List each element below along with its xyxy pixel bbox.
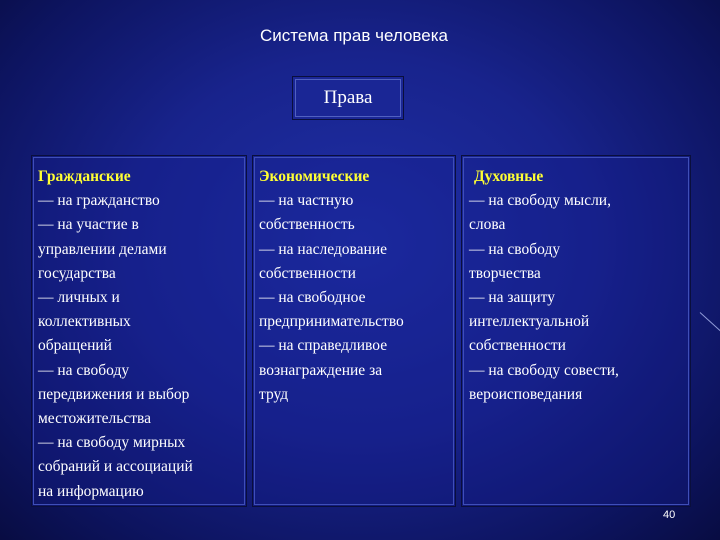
column-economic: [252, 155, 456, 507]
column-line: — на свободное: [259, 289, 366, 307]
column-line: — на справедливое: [259, 337, 388, 355]
column-line: предпринимательство: [259, 313, 404, 331]
decorative-line: [700, 312, 720, 333]
column-line: — личных и: [38, 289, 120, 307]
rights-box-label: Права: [323, 87, 373, 108]
column-line: — на частную: [259, 192, 354, 210]
column-heading-civil: Гражданские: [38, 168, 131, 185]
rights-box: [292, 76, 404, 120]
column-line: вероисповедания: [469, 385, 583, 403]
column-line: труд: [259, 385, 289, 403]
column-line: собраний и ассоциаций: [38, 458, 193, 476]
column-line: собственность: [259, 216, 355, 234]
column-line: государства: [38, 264, 116, 282]
column-line: собственности: [469, 337, 566, 355]
page-number: 40: [663, 509, 676, 521]
slide-title: Система прав человека: [260, 26, 448, 45]
column-spiritual: [461, 155, 691, 507]
column-line: передвижения и выбор: [38, 385, 190, 403]
column-line: — на гражданство: [38, 192, 160, 210]
column-heading-economic: Экономические: [259, 168, 370, 185]
column-line: вознаграждение за: [259, 361, 383, 379]
column-line: творчества: [469, 264, 541, 282]
column-line: местожительства: [38, 410, 151, 428]
column-civil: [31, 155, 247, 507]
column-heading-spiritual: Духовные: [474, 168, 544, 185]
column-line: на информацию: [38, 482, 144, 500]
column-line: обращений: [38, 337, 112, 355]
column-line: собственности: [259, 264, 356, 282]
column-line: — на наследование: [259, 240, 387, 258]
column-line: — на защиту: [469, 289, 555, 307]
column-line: — на свободу: [469, 240, 561, 258]
column-line: — на участие в: [38, 216, 139, 234]
column-line: интеллектуальной: [469, 313, 590, 331]
column-line: слова: [469, 216, 506, 234]
column-line: — на свободу мысли,: [469, 192, 611, 210]
column-line: коллективных: [38, 313, 131, 331]
column-line: — на свободу мирных: [38, 434, 186, 452]
column-line: — на свободу: [38, 361, 130, 379]
column-line: — на свободу совести,: [469, 361, 619, 379]
column-line: управлении делами: [38, 240, 167, 258]
